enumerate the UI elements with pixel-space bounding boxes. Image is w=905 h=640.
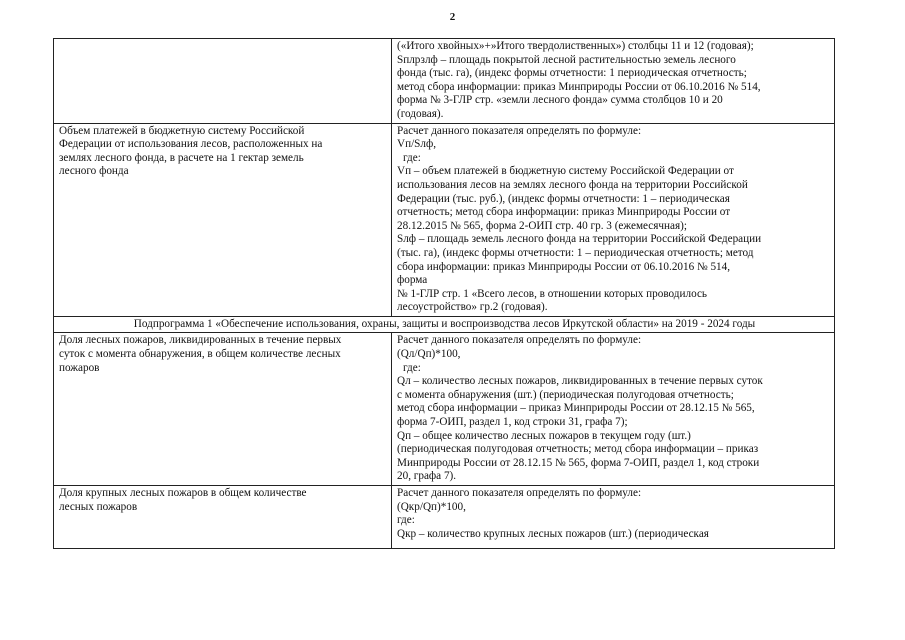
text-line: лесного фонда xyxy=(59,165,129,178)
indicator-name-cell xyxy=(54,123,392,316)
text-line: Федерации (тыс. руб.), (индекс формы отчетности: 1 – периодическая xyxy=(397,192,730,205)
text-line: фонда (тыс. га), (индекс формы отчетности: 1 периодическая отчетность; xyxy=(397,67,747,80)
indicator-table xyxy=(53,38,835,549)
text-line: сбора информации: приказ Минприроды России от 06.10.2016 № 514, xyxy=(397,260,731,273)
table-row xyxy=(54,39,835,124)
calculation-method-cell xyxy=(392,39,835,124)
text-line: суток с момента обнаружения, в общем количестве лесных xyxy=(59,348,341,361)
text-line: метод сбора информации – приказ Минприроды России от 28.12.15 № 565, xyxy=(397,402,755,415)
text-line: лесоустройство» гр.2 (годовая). xyxy=(397,301,548,314)
text-line: отчетность; метод сбора информации: приказ Минприроды России от xyxy=(397,206,731,219)
text-line: Расчет данного показателя определять по формуле: xyxy=(397,334,642,347)
text-line: (периодическая полугодовая отчетность; метод сбора информации – приказ xyxy=(397,443,759,456)
formula: Vп/Sлф, xyxy=(397,138,437,151)
text-line: форма 7-ОИП, раздел 1, код строки 31, графа 7); xyxy=(397,416,628,429)
calculation-method-cell xyxy=(392,123,835,316)
text-line: Объем платежей в бюджетную систему Российской xyxy=(59,124,305,137)
calculation-method-cell xyxy=(392,486,835,549)
text-line-continuation xyxy=(397,541,830,547)
subprogram-heading: Подпрограмма 1 «Обеспечение использования, охраны, защиты и воспроизводства лесов Иркутской области» на 2019 - 2024 годы xyxy=(54,316,835,333)
text-line: пожаров xyxy=(59,361,100,374)
table-row xyxy=(54,486,835,549)
text-line: где: xyxy=(403,151,421,164)
text-line: метод сбора информации: приказ Минприроды России от 06.10.2016 № 514, xyxy=(397,80,761,93)
formula: (Qкр/Qп)*100, xyxy=(397,500,466,513)
text-line: № 1-ГЛР стр. 1 «Всего лесов, в отношении которых проводилось xyxy=(397,287,708,300)
text-line: Qкр – количество крупных лесных пожаров (шт.) (периодическая xyxy=(397,527,709,540)
text-line: использования лесов на землях лесного фонда на территории Российской xyxy=(397,178,748,191)
text-line: Расчет данного показателя определять по формуле: xyxy=(397,487,642,499)
text-line: форма xyxy=(397,274,428,287)
text-line: где: xyxy=(403,361,421,374)
table-row xyxy=(54,123,835,316)
text-line: Доля лесных пожаров, ликвидированных в течение первых xyxy=(59,334,342,347)
text-line: Sлф – площадь земель лесного фонда на территории Российской Федерации xyxy=(397,233,762,246)
page-number: 2 xyxy=(449,11,456,23)
text-line: Qп – общее количество лесных пожаров в текущем году (шт.) xyxy=(397,429,691,442)
table-row xyxy=(54,333,835,486)
text-line: Минприроды России от 28.12.15 № 565, форма 7-ОИП, раздел 1, код строки xyxy=(397,456,760,469)
calculation-method-cell xyxy=(392,333,835,486)
text-line: 28.12.2015 № 565, форма 2-ОИП стр. 40 гр. 3 (ежемесячная); xyxy=(397,219,687,232)
text-line: Sплрзлф – площадь покрытой лесной растительностью земель лесного xyxy=(397,53,736,66)
text-line: («Итого хвойных»+»Итого твердолиственных») столбцы 11 и 12 (годовая); xyxy=(397,40,754,52)
table-body xyxy=(54,39,835,549)
indicator-name-cell xyxy=(54,486,392,549)
subprogram-row xyxy=(54,316,835,333)
indicator-name-cell xyxy=(54,333,392,486)
text-line: Qл – количество лесных пожаров, ликвидированных в течение первых суток xyxy=(397,375,763,388)
text-line: (тыс. га), (индекс формы отчетности: 1 – периодическая отчетность; метод xyxy=(397,246,754,259)
text-line: форма № 3-ГЛР стр. «земли лесного фонда» сумма столбцов 10 и 20 xyxy=(397,94,723,107)
text-line: Доля крупных лесных пожаров в общем количестве xyxy=(59,487,307,499)
text-line: Федерации от использования лесов, расположенных на xyxy=(59,138,323,151)
text-line: 20, графа 7). xyxy=(397,470,457,483)
indicator-name-cell xyxy=(54,39,392,124)
text-line: Vп – объем платежей в бюджетную систему Российской Федерации от xyxy=(397,165,734,178)
formula: (Qл/Qп)*100, xyxy=(397,348,461,361)
text-line: где: xyxy=(397,514,415,527)
text-line: (годовая). xyxy=(397,107,444,120)
text-line: лесных пожаров xyxy=(59,500,138,513)
text-line: Расчет данного показателя определять по формуле: xyxy=(397,124,642,137)
text-line: землях лесного фонда, в расчете на 1 гектар земель xyxy=(59,151,304,164)
text-line: с момента обнаружения (шт.) (периодическая полугодовая отчетность; xyxy=(397,388,734,401)
